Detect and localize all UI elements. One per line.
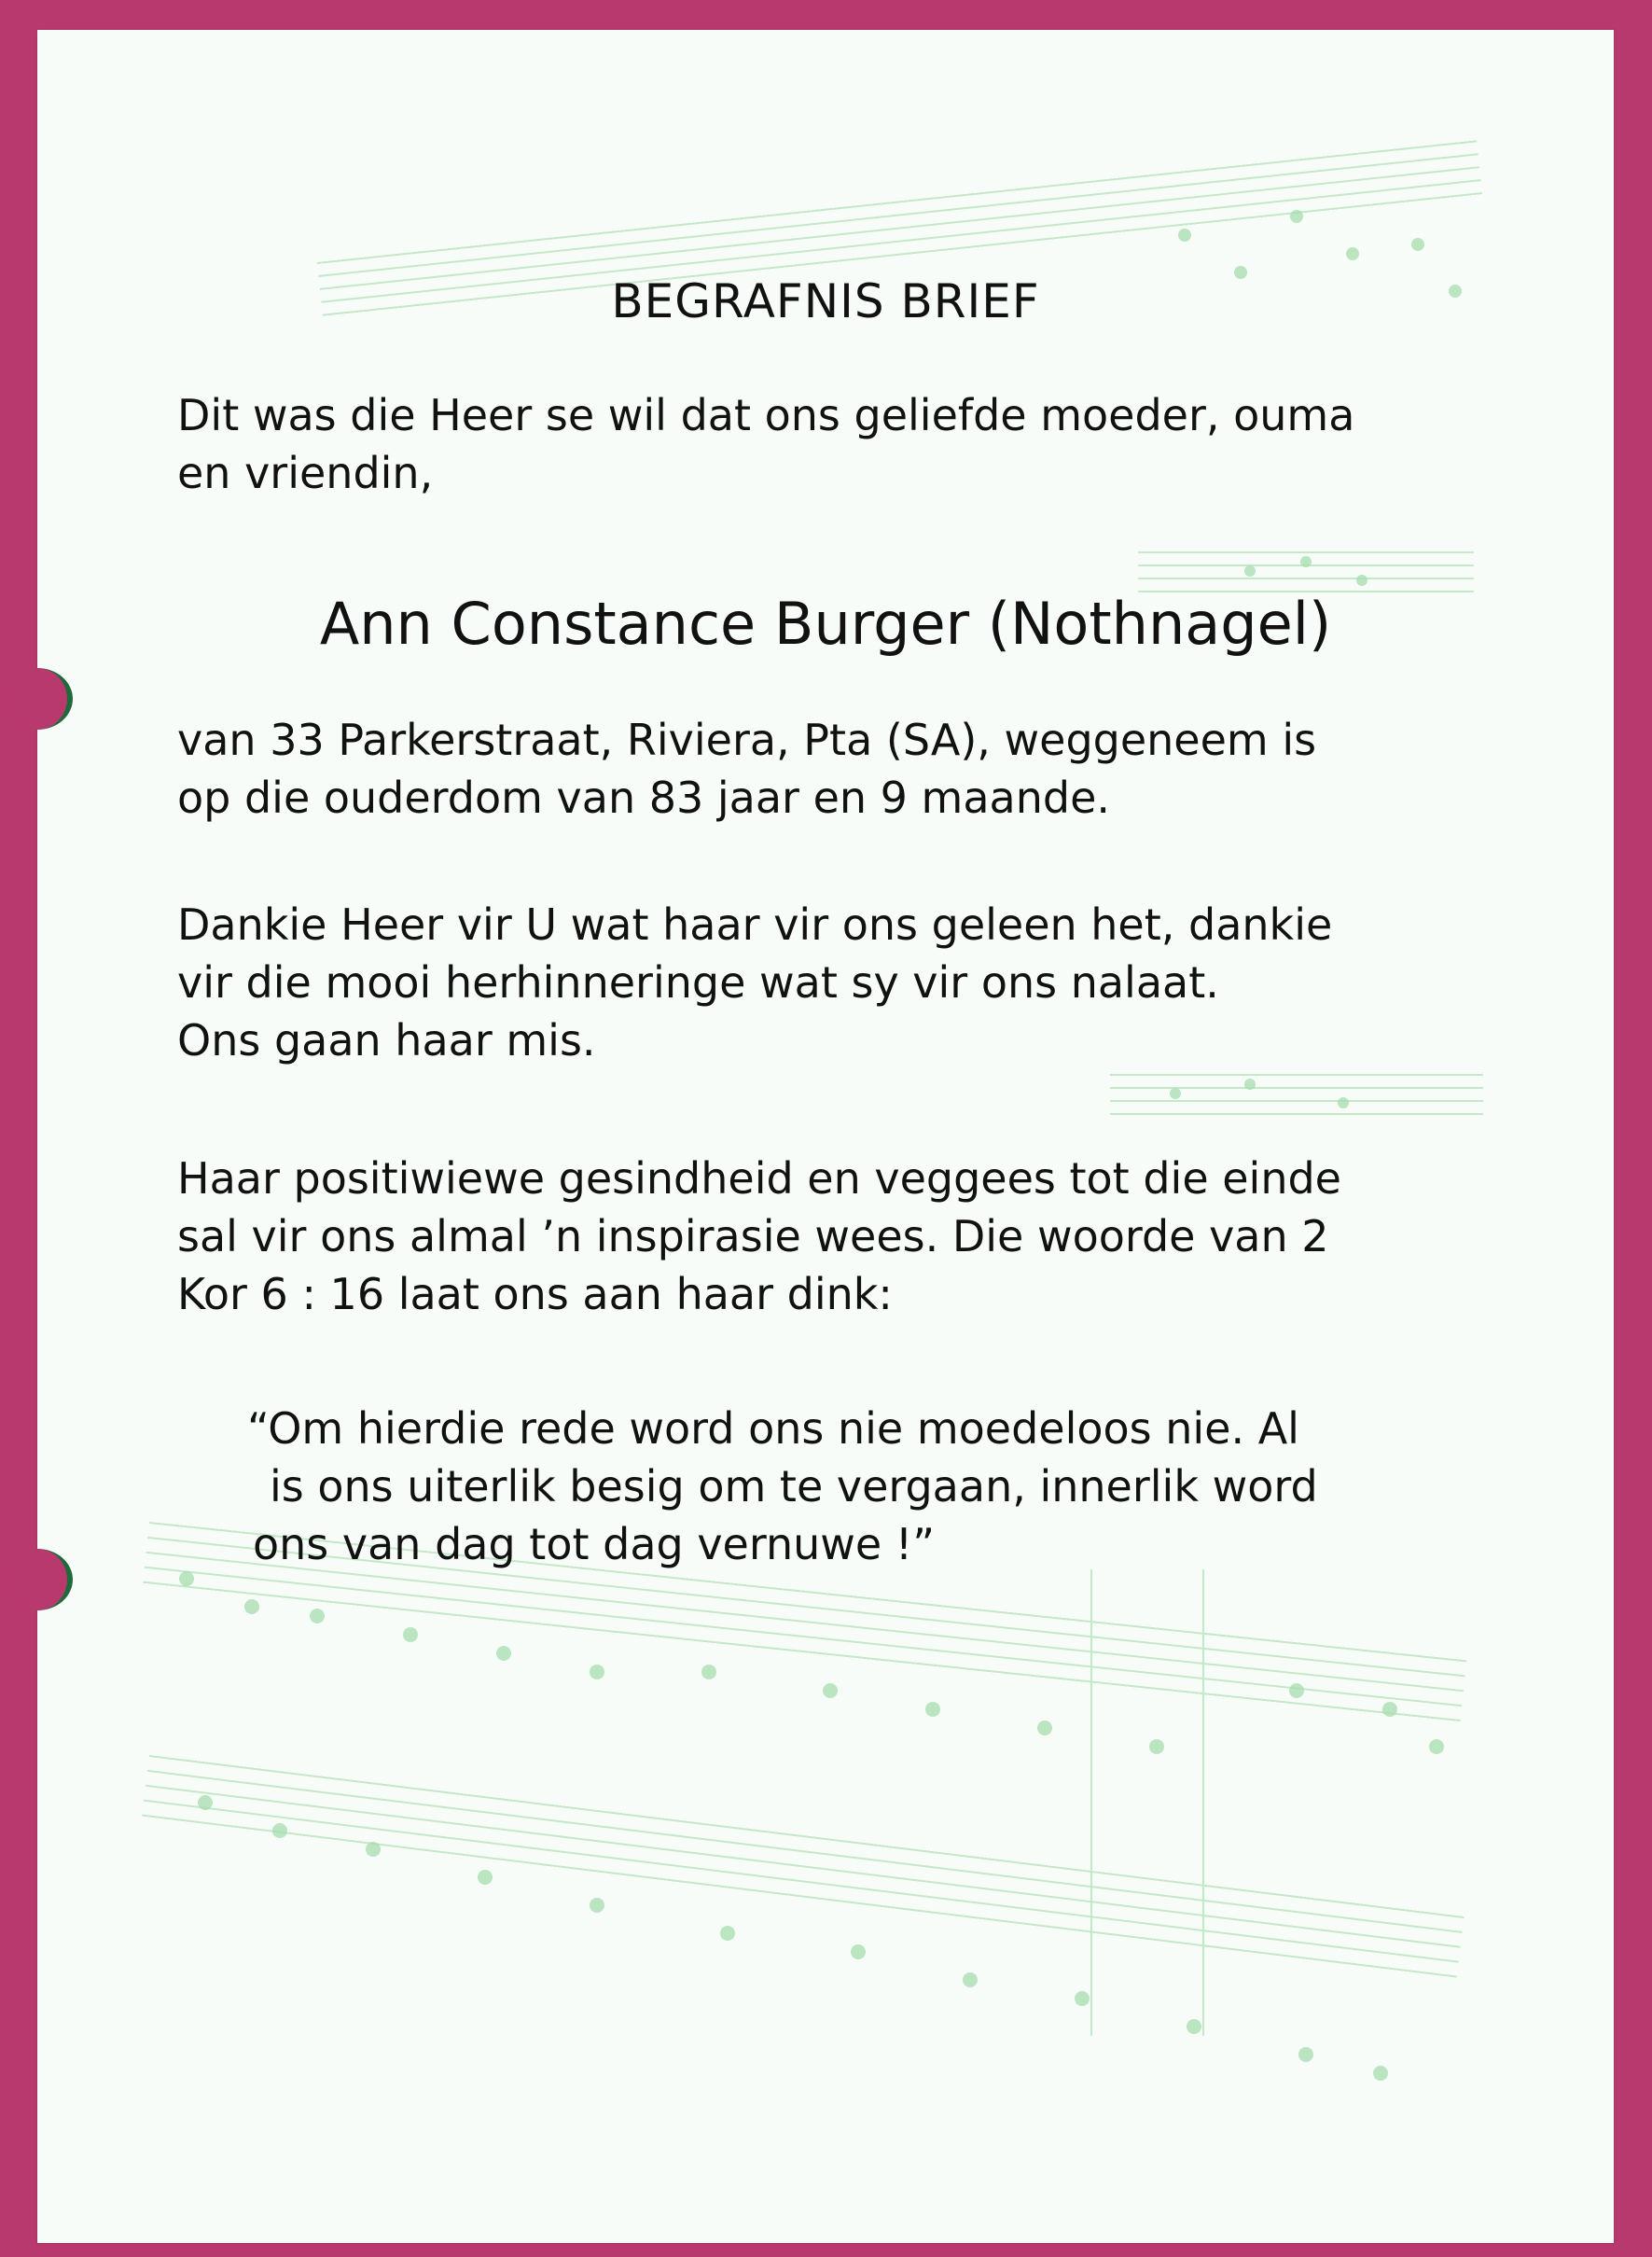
legacy-paragraph [177,1149,1483,1323]
address-line: op die ouderdom van 83 jaar en 9 maande. [177,773,1111,823]
thanks-line: Ons gaan haar mis. [177,1015,596,1066]
sheet-music-watermark [37,30,1614,2243]
deceased-name: Ann Constance Burger (Nothnagel) [319,590,1332,658]
binder-hole-top [2,668,73,730]
legacy-line: Haar positiwiewe gesindheid en veggees tot die einde [177,1153,1341,1204]
scripture-quote [247,1400,1460,1573]
intro-line: Dit was die Heer se wil dat ons geliefde moeder, ouma [177,390,1355,440]
letter-page [37,30,1614,2243]
intro-line: en vriendin, [177,448,434,498]
thanks-line: vir die mooi herhinneringe wat sy vir ons nalaat. [177,957,1219,1008]
intro-paragraph [177,386,1483,502]
letter-heading: BEGRAFNIS BRIEF [611,274,1040,328]
legacy-line: Kor 6 : 16 laat ons aan haar dink: [177,1269,893,1319]
legacy-line: sal vir ons almal ’n inspirasie wees. Die woorde van 2 [177,1211,1329,1261]
quote-line: ons van dag tot dag vernuwe !” [253,1519,936,1569]
thanks-line: Dankie Heer vir U wat haar vir ons geleen het, dankie [177,899,1333,950]
quote-line: is ons uiterlik besig om te vergaan, innerlik word [270,1461,1318,1512]
address-paragraph [177,711,1483,827]
quote-line: “Om hierdie rede word ons nie moedeloos nie. Al [247,1403,1299,1454]
binder-hole-bottom [2,1549,73,1610]
thanks-paragraph [177,896,1483,1069]
address-line: van 33 Parkerstraat, Riviera, Pta (SA), weggeneem is [177,715,1317,765]
